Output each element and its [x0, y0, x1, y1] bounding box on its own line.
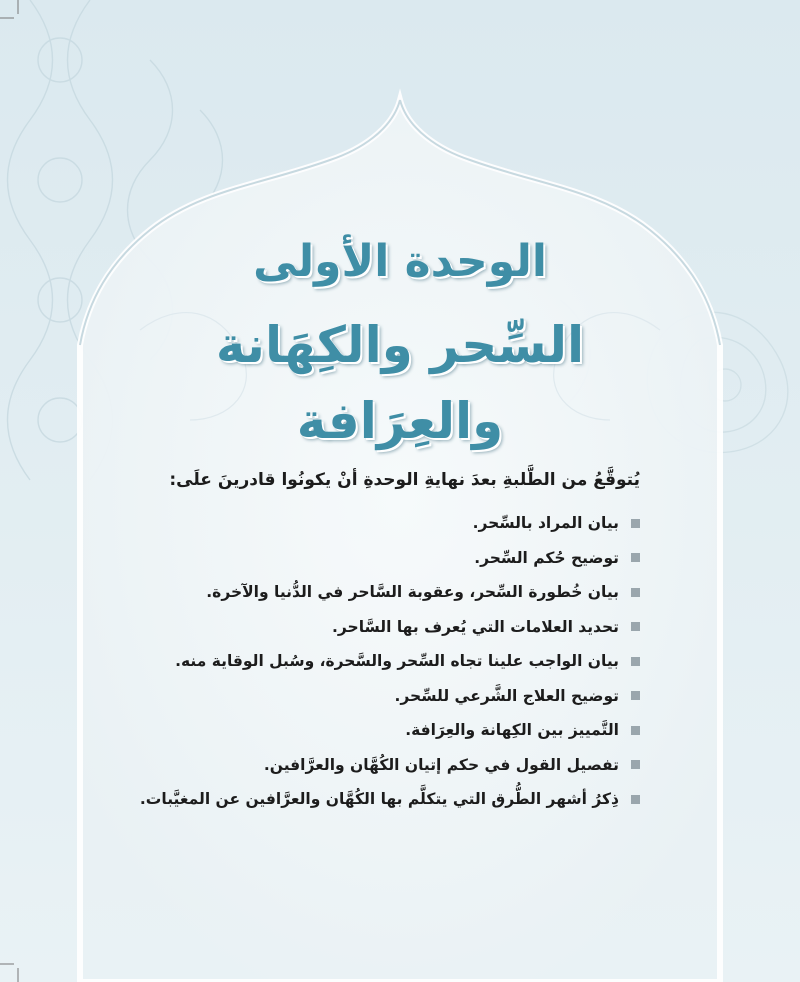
list-item	[120, 679, 640, 714]
square-bullet-icon	[631, 760, 640, 769]
objectives-section	[120, 470, 640, 817]
list-item	[120, 610, 640, 645]
square-bullet-icon	[631, 726, 640, 735]
objective-text: التَّمييز بين الكِهانة والعِرَافة.	[405, 721, 619, 740]
objective-text: تفصيل القول في حكم إتيان الكُهَّان والعرَّافين.	[263, 755, 619, 774]
objective-text: بيان خُطورة السِّحر، وعقوبة السَّاحر في الدُّنيا والآخرة.	[206, 583, 619, 602]
unit-title-line2: والعِرَافة	[296, 392, 504, 450]
square-bullet-icon	[631, 588, 640, 597]
square-bullet-icon	[631, 553, 640, 562]
objective-text: توضيح حُكم السِّحر.	[474, 548, 619, 567]
objective-text: بيان المراد بالسِّحر.	[472, 514, 619, 533]
objective-text: تحديد العلامات التي يُعرف بها السَّاحر.	[332, 617, 619, 636]
list-item	[120, 506, 640, 541]
unit-title-line1: السِّحر والكِهَانة	[215, 316, 585, 374]
square-bullet-icon	[631, 519, 640, 528]
list-item	[120, 713, 640, 748]
objectives-list	[120, 506, 640, 817]
square-bullet-icon	[631, 622, 640, 631]
list-item	[120, 748, 640, 783]
square-bullet-icon	[631, 795, 640, 804]
objective-text: ذِكرُ أشهر الطُّرق التي يتكلَّم بها الكُهَّان والعرَّافين عن المغيَّبات.	[139, 790, 619, 809]
list-item	[120, 541, 640, 576]
objectives-intro: يُتوقَّعُ من الطَّلبةِ بعدَ نهايةِ الوحدةِ أنْ يكونُوا قادرينَ علَى:	[169, 470, 640, 490]
list-item	[120, 782, 640, 817]
objective-text: بيان الواجب علينا تجاه السِّحر والسَّحرة، وسُبل الوقاية منه.	[175, 652, 619, 671]
square-bullet-icon	[631, 691, 640, 700]
list-item	[120, 644, 640, 679]
objective-text: توضيح العلاج الشَّرعي للسِّحر.	[394, 686, 619, 705]
unit-number-title: الوحدة الأولى	[253, 236, 547, 287]
square-bullet-icon	[631, 657, 640, 666]
list-item	[120, 575, 640, 610]
